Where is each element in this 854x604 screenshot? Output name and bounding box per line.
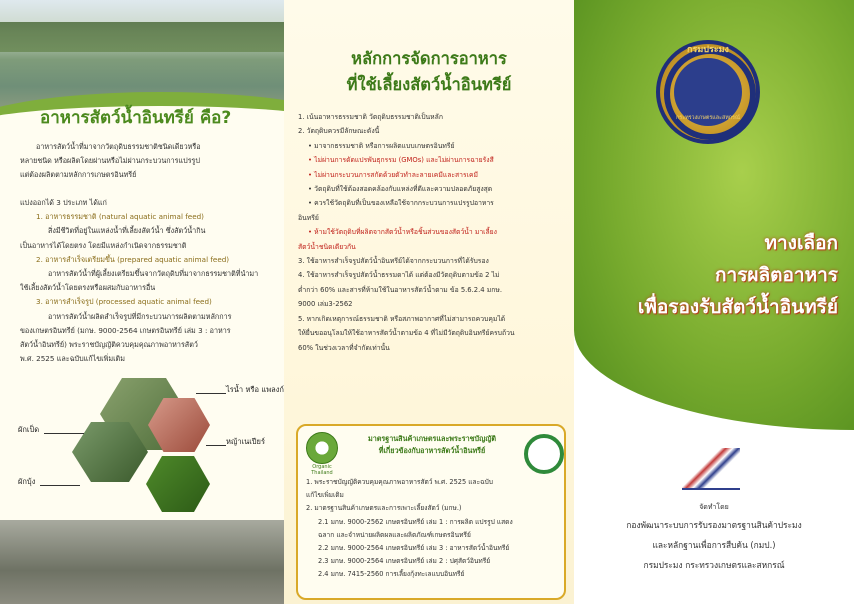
label-grass: หญ้าเนเปียร์ [226, 437, 265, 446]
right-panel [574, 0, 854, 604]
label-duckweed: ผักเป็ด [18, 425, 40, 434]
cover-title-line1: ทางเลือก [764, 232, 838, 254]
left-title: อาหารสัตว์น้ำอินทรีย์ คือ? [40, 108, 232, 128]
department-seal: กรมประมง กระทรวงเกษตรและสหกรณ์ [656, 40, 760, 144]
principles-list: 1. เน้นอาหารธรรมชาติ วัตถุดิบธรรมชาติเป็นหลัก 2. วัตถุดิบควรมีลักษณะดังนี้ • มาจากธรรมชาติ หรือการผลิตแบบเกษตรอินทรีย์ • ไม่ผ่านการดัดแปรพันธุกรรม (GMOs) และไม่ผ่านการฉายรังสี • ไม่ผ่านกระบวนการสกัดด้วยตัวทำละลายเคมีและสารเคมี • วัตถุดิบที่ใช้ต้องสอดคล้องกับแหล่งที่ดีและความปลอดภัยสูงสุด • ควรใช้วัตถุดิบที่เป็นของเหลือใช้จากกระบวนการแปรรูปอาหาร อินทรีย์ • ห้ามใช้วัตถุดิบที่ผลิตจากสัตว์น้ำหรือชิ้นส่วนของสัตว์น้ำ มาเลี้ยง สัตว์น้ำชนิดเดียวกัน 3. ใช้อาหารสำเร็จรูปสัตว์น้ำอินทรีย์ได้จากกระบวนการที่ได้รับรอง 4. ใช้อาหารสำเร็จรูปสัตว์น้ำธรรมดาได้ แต่ต้องมีวัตถุดิบตามข้อ 2 ไม่ ต่ำกว่า 60% และสารที่ห้ามใช้ในอาหารสัตว์น้ำตาม ข้อ 5.6.2.4 มกษ. 9000 เล่ม3-2562 5. หากเกิดเหตุการณ์ธรรมชาติ หรือสภาพอากาศที่ไม่สามารถควบคุมได้ ให้ยื่นขออนุโลมให้ใช้อาหารสัตว์น้ำตามข้อ 4 ที่ไม่มีวัตถุดิบอินทรีย์ครบถ้วน 60% ในช่วงเวลาที่จำกัดเท่านั้น [298, 113, 515, 352]
cover-title-line2: การผลิตอาหาร [715, 264, 838, 286]
standards-list: 1. พระราชบัญญัติควบคุมคุณภาพอาหารสัตว์ พ.ศ. 2525 และฉบับ แก้ไขเพิ่มเติม 2. มาตรฐานสินค้าเกษตรและการเพาะเลี้ยงสัตว์ (มกษ.) 2.1 มกษ. 9000-2562 เกษตรอินทรีย์ เล่ม 1 : การผลิต แปรรูป แสดง ฉลาก และจำหน่ายผลิตผลและผลิตภัณฑ์เกษตรอินทรีย์ 2.2 มกษ. 9000-2564 เกษตรอินทรีย์ เล่ม 3 : อาหารสัตว์น้ำอินทรีย์ 2.3 มกษ. 9000-2564 เกษตรอินทรีย์ เล่ม 2 : ปศุสัตว์อินทรีย์ 2.4 มกษ. 7415-2560 การเลี้ยงกุ้งทะเลแบบอินทรีย์ [306, 478, 513, 579]
mid-title-line2: ที่ใช้เลี้ยงสัตว์น้ำอินทรีย์ [346, 75, 512, 94]
fish-photo [0, 520, 284, 604]
made-by-label: จัดทำโดย [699, 503, 729, 511]
standards-box: Organic Thailand มาตรฐานสินค้าเกษตรและพระราชบัญญัติ ที่เกี่ยวข้องกับอาหารสัตว์น้ำอินทรีย์ 1. พระราชบัญญัติควบคุมคุณภาพอาหารสัตว์ พ.ศ. 2525 และฉบับ แก้ไขเพิ่มเติม 2. มาตรฐานสินค้าเกษตรและการเพาะเลี้ยงสัตว์ (มกษ.) 2.1 มกษ. 9000-2562 เกษตรอินทรีย์ เล่ม 1 : การผลิต แปรรูป แสดง ฉลาก และจำหน่ายผลิตผลและผลิตภัณฑ์เกษตรอินทรีย์ 2.2 มกษ. 9000-2564 เกษตรอินทรีย์ เล่ม 3 : อาหารสัตว์น้ำอินทรีย์ 2.3 มกษ. 9000-2564 เกษตรอินทรีย์ เล่ม 2 : ปศุสัตว์อินทรีย์ 2.4 มกษ. 7415-2560 การเลี้ยงกุ้งทะเลแบบอินทรีย์ [296, 424, 566, 600]
box-title-line2: ที่เกี่ยวข้องกับอาหารสัตว์น้ำอินทรีย์ [378, 446, 486, 455]
org-line2: และหลักฐานเพื่อการสืบค้น (กมป.) [652, 540, 776, 550]
mid-title-line1: หลักการจัดการอาหาร [351, 49, 507, 68]
box-title-line1: มาตรฐานสินค้าเกษตรและพระราชบัญญัติ [367, 434, 497, 443]
org-line3: กรมประมง กระทรวงเกษตรและสหกรณ์ [643, 560, 785, 570]
middle-panel [284, 0, 574, 604]
left-panel [0, 0, 284, 604]
cover-title-line3: เพื่อรองรับสัตว์น้ำอินทรีย์ [637, 296, 838, 318]
intro-text: อาหารสัตว์น้ำที่มาจากวัตถุดิบธรรมชาติชนิดเดียวหรือ หลายชนิด หรือผลิตโดยผ่านหรือไม่ผ่านกระบวนการแปรรูป แต่ต้องผลิตตามหลักการเกษตรอินทรีย์ [20, 142, 201, 180]
division-logo [682, 448, 740, 490]
label-morning-glory: ผักบุ้ง [18, 477, 36, 486]
label-plankton: ไรน้ำ หรือ แพลงก์ [226, 385, 284, 394]
grass-photo-hex [146, 456, 210, 512]
types-list: แบ่งออกได้ 3 ประเภท ได้แก่ 1. อาหารธรรมชาติ (natural aquatic animal feed) สิ่งมีชีวิตที่อยู่ในแหล่งน้ำที่เลี้ยงสัตว์น้ำ ซึ่งสัตว์น้ำกิน เป็นอาหารได้โดยตรง โดยมีแหล่งกำเนิดจากธรรมชาติ 2. อาหารสำเร็จเตรียมขึ้น (prepared aquatic animal feed) อาหารสัตว์น้ำที่ผู้เลี้ยงเตรียมขึ้นจากวัตถุดิบที่มาจากธรรมชาติที่นำมา ใช้เลี้ยงสัตว์น้ำโดยตรงหรือผสมกับอาหารอื่น 3. อาหารสำเร็จรูป (processed aquatic animal feed) อาหารสัตว์น้ำผลิตสำเร็จรูปที่มีกระบวนการผลิตตามหลักการ ของเกษตรอินทรีย์ (มกษ. 9000-2564 เกษตรอินทรีย์ เล่ม 3 : อาหาร สัตว์น้ำอินทรีย์) พระราชบัญญัติควบคุมคุณภาพอาหารสัตว์ พ.ศ. 2525 และฉบับแก้ไขเพิ่มเติม [20, 198, 259, 364]
org-line1: กองพัฒนาระบบการรับรองมาตรฐานสินค้าประมง [626, 520, 802, 530]
